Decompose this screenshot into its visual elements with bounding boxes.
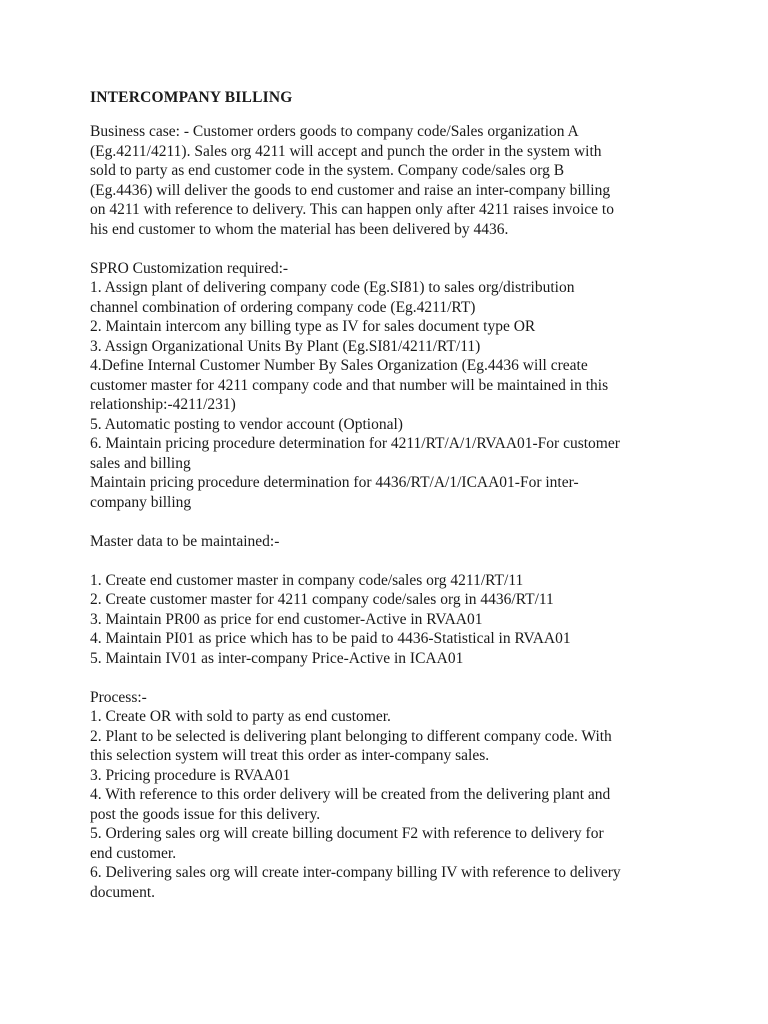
- master-data-line: 5. Maintain IV01 as inter-company Price-Active in ICAA01: [90, 649, 464, 667]
- process-line: 2. Plant to be selected is delivering plant belonging to different company code. With: [90, 727, 612, 745]
- spro-line: 4.Define Internal Customer Number By Sales Organization (Eg.4436 will create: [90, 357, 588, 374]
- process-line: end customer.: [90, 844, 177, 862]
- master-data-heading: Master data to be maintained:-: [90, 532, 280, 550]
- document-page: [90, 88, 690, 922]
- spro-line: company billing: [90, 493, 192, 511]
- spro-line: channel combination of ordering company code (Eg.4211/RT): [90, 298, 476, 316]
- business-case-line: (Eg.4436) will deliver the goods to end customer and raise an inter-company billing: [90, 181, 611, 199]
- process-line: 3. Pricing procedure is RVAA01: [90, 766, 291, 784]
- master-data-line: 2. Create customer master for 4211 company code/sales org in 4436/RT/11: [90, 591, 554, 608]
- spro-line: 3. Assign Organizational Units By Plant (Eg.SI81/4211/RT/11): [90, 337, 481, 355]
- spro-line: 6. Maintain pricing procedure determination for 4211/RT/A/1/RVAA01-For customer: [90, 435, 620, 452]
- process-line: this selection system will treat this order as inter-company sales.: [90, 747, 490, 764]
- process-line: 4. With reference to this order delivery will be created from the delivering plant and: [90, 786, 611, 803]
- business-case-line: Business case: - Customer orders goods to company code/Sales organization A: [90, 123, 579, 140]
- spacer: [90, 551, 690, 571]
- spro-line: 2. Maintain intercom any billing type as IV for sales document type OR: [90, 318, 536, 335]
- spro-line: Maintain pricing procedure determination for 4436/RT/A/1/ICAA01-For inter-: [90, 474, 579, 491]
- document-title: INTERCOMPANY BILLING: [90, 89, 293, 106]
- master-data-line: 4. Maintain PI01 as price which has to be paid to 4436-Statistical in RVAA01: [90, 630, 571, 647]
- process-line: 6. Delivering sales org will create inter-company billing IV with reference to delivery: [90, 864, 621, 881]
- master-data-section: [90, 532, 690, 669]
- spro-line: sales and billing: [90, 454, 191, 472]
- spro-section: [90, 259, 690, 513]
- spro-line: 1. Assign plant of delivering company code (Eg.SI81) to sales org/distribution: [90, 279, 575, 296]
- process-line: 5. Ordering sales org will create billing document F2 with reference to delivery for: [90, 825, 604, 842]
- spro-line: relationship:-4211/231): [90, 396, 236, 413]
- business-case-line: sold to party as end customer code in the system. Company code/sales org B: [90, 162, 565, 179]
- business-case-line: his end customer to whom the material has been delivered by 4436.: [90, 220, 509, 238]
- process-line: 1. Create OR with sold to party as end customer.: [90, 708, 391, 725]
- master-data-line: 3. Maintain PR00 as price for end customer-Active in RVAA01: [90, 610, 483, 628]
- process-line: post the goods issue for this delivery.: [90, 805, 321, 823]
- business-case-line: (Eg.4211/4211). Sales org 4211 will accept and punch the order in the system with: [90, 142, 602, 160]
- process-section: [90, 688, 690, 903]
- process-line: document.: [90, 883, 155, 901]
- business-case-section: [90, 122, 690, 239]
- spro-line: customer master for 4211 company code and that number will be maintained in this: [90, 376, 609, 394]
- process-heading: Process:-: [90, 688, 147, 706]
- spro-line: 5. Automatic posting to vendor account (Optional): [90, 415, 403, 433]
- business-case-line: on 4211 with reference to delivery. This can happen only after 4211 raises invoice to: [90, 201, 614, 218]
- spro-heading: SPRO Customization required:-: [90, 259, 289, 277]
- master-data-line: 1. Create end customer master in company code/sales org 4211/RT/11: [90, 571, 524, 589]
